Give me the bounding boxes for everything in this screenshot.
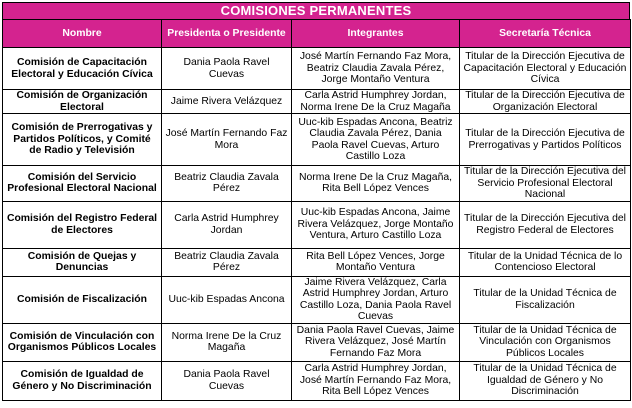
cell-presidenta: Beatriz Claudia Zavala Pérez — [162, 166, 292, 202]
commissions-table — [2, 19, 631, 401]
header-presidenta: Presidenta o Presidente — [162, 20, 292, 48]
cell-secretaria: Titular de la Unidad Técnica de Igualdad de Género y No Discriminación — [460, 361, 631, 400]
cell-presidenta: José Martín Fernando Faz Mora — [162, 114, 292, 166]
cell-nombre: Comisión de Vinculación con Organismos Públicos Locales — [3, 323, 162, 361]
table-row — [3, 90, 631, 114]
cell-integrantes: Uuc-kib Espadas Ancona, Jaime Rivera Velázquez, Jorge Montaño Ventura, Arturo Castillo Loza — [292, 201, 460, 248]
cell-nombre: Comisión de Capacitación Electoral y Educación Cívica — [3, 48, 162, 90]
table-row — [3, 323, 631, 361]
cell-secretaria: Titular de la Unidad Técnica de Vinculación con Organismos Públicos Locales — [460, 323, 631, 361]
cell-nombre: Comisión de Quejas y Denuncias — [3, 248, 162, 276]
commissions-document — [2, 2, 630, 401]
header-secretaria: Secretaría Técnica — [460, 20, 631, 48]
cell-nombre: Comisión de Organización Electoral — [3, 90, 162, 114]
cell-secretaria: Titular de la Dirección Ejecutiva de Prerrogativas y Partidos Políticos — [460, 114, 631, 166]
table-title: COMISIONES PERMANENTES — [2, 2, 630, 19]
cell-secretaria: Titular de la Unidad Técnica de lo Contencioso Electoral — [460, 248, 631, 276]
cell-integrantes: Carla Astrid Humphrey Jordan, José Martín Fernando Faz Mora, Rita Bell López Vences — [292, 361, 460, 400]
table-body — [3, 48, 631, 401]
cell-presidenta: Norma Irene De la Cruz Magaña — [162, 323, 292, 361]
table-row — [3, 361, 631, 400]
cell-integrantes: Uuc-kib Espadas Ancona, Beatriz Claudia Zavala Pérez, Dania Paola Ravel Cuevas, Arturo Castillo Loza — [292, 114, 460, 166]
cell-presidenta: Uuc-kib Espadas Ancona — [162, 276, 292, 323]
cell-nombre: Comisión del Registro Federal de Electores — [3, 201, 162, 248]
table-row — [3, 248, 631, 276]
cell-presidenta: Carla Astrid Humphrey Jordan — [162, 201, 292, 248]
cell-secretaria: Titular de la Dirección Ejecutiva del Registro Federal de Electores — [460, 201, 631, 248]
table-row — [3, 166, 631, 202]
table-row — [3, 48, 631, 90]
cell-nombre: Comisión de Prerrogativas y Partidos Políticos, y Comité de Radio y Televisión — [3, 114, 162, 166]
cell-integrantes: Carla Astrid Humphrey Jordan, Norma Irene De la Cruz Magaña — [292, 90, 460, 114]
cell-secretaria: Titular de la Unidad Técnica de Fiscalización — [460, 276, 631, 323]
header-row — [3, 20, 631, 48]
header-integrantes: Integrantes — [292, 20, 460, 48]
cell-secretaria: Titular de la Dirección Ejecutiva de Organización Electoral — [460, 90, 631, 114]
table-row — [3, 201, 631, 248]
table-row — [3, 114, 631, 166]
cell-integrantes: Rita Bell López Vences, Jorge Montaño Ventura — [292, 248, 460, 276]
cell-presidenta: Dania Paola Ravel Cuevas — [162, 48, 292, 90]
cell-integrantes: Norma Irene De la Cruz Magaña, Rita Bell López Vences — [292, 166, 460, 202]
table-row — [3, 276, 631, 323]
cell-presidenta: Jaime Rivera Velázquez — [162, 90, 292, 114]
cell-integrantes: José Martín Fernando Faz Mora, Beatriz Claudia Zavala Pérez, Jorge Montaño Ventura — [292, 48, 460, 90]
cell-nombre: Comisión de Igualdad de Género y No Discriminación — [3, 361, 162, 400]
cell-nombre: Comisión de Fiscalización — [3, 276, 162, 323]
cell-integrantes: Dania Paola Ravel Cuevas, Jaime Rivera Velázquez, José Martín Fernando Faz Mora — [292, 323, 460, 361]
cell-integrantes: Jaime Rivera Velázquez, Carla Astrid Humphrey Jordan, Arturo Castillo Loza, Dania Paola Ravel Cuevas — [292, 276, 460, 323]
cell-secretaria: Titular de la Dirección Ejecutiva del Servicio Profesional Electoral Nacional — [460, 166, 631, 202]
cell-presidenta: Dania Paola Ravel Cuevas — [162, 361, 292, 400]
cell-nombre: Comisión del Servicio Profesional Electoral Nacional — [3, 166, 162, 202]
header-nombre: Nombre — [3, 20, 162, 48]
cell-secretaria: Titular de la Dirección Ejecutiva de Capacitación Electoral y Educación Cívica — [460, 48, 631, 90]
cell-presidenta: Beatriz Claudia Zavala Pérez — [162, 248, 292, 276]
